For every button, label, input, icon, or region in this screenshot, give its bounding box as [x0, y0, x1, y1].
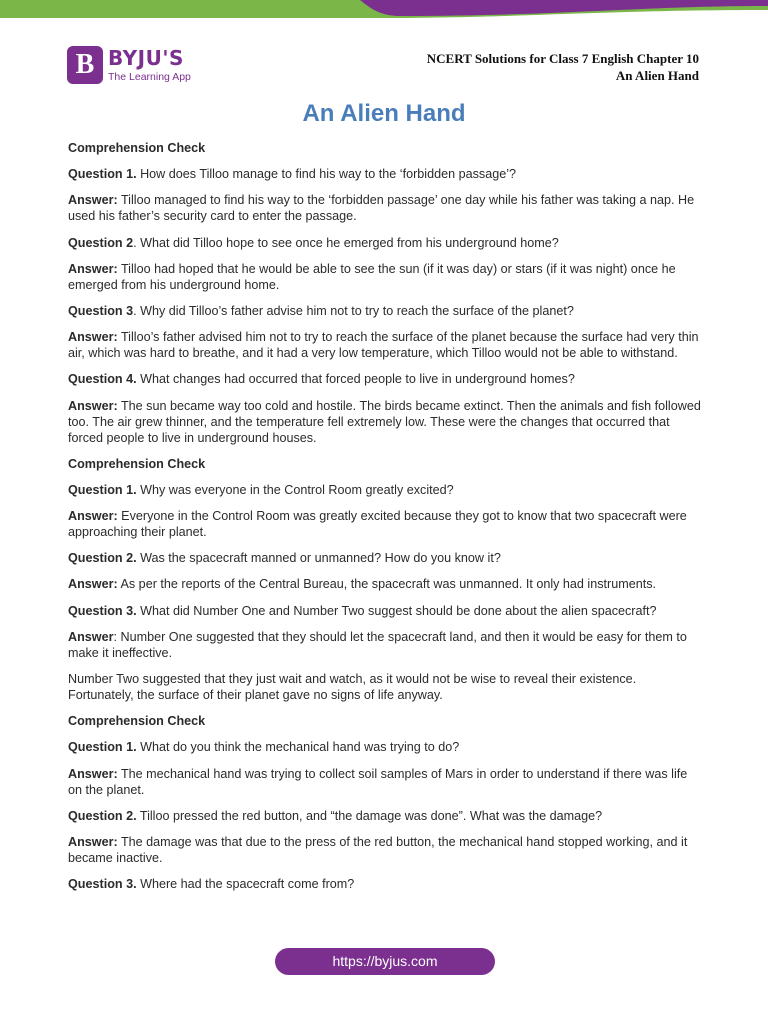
item-label: Question 4.	[68, 372, 137, 387]
header-line-2: An Alien Hand	[615, 68, 699, 83]
answer-paragraph	[68, 834, 702, 866]
item-text: Where had the spacecraft come from?	[136, 877, 355, 892]
logo-mark: B	[67, 46, 103, 84]
answer-paragraph	[68, 576, 702, 592]
item-label: Question 3	[68, 303, 134, 318]
item-text: Tilloo’s father advised him not to try to reach the surface of the planet because the surface had very thin air, which was hard to breathe, and it had a very low temperature, which Tilloo would not be able to withstand.	[68, 330, 699, 361]
item-label: Question 2.	[68, 808, 137, 823]
item-label: Question 1.	[68, 167, 137, 182]
item-label: Answer:	[68, 330, 118, 345]
item-text: As per the reports of the Central Bureau, the spacecraft was unmanned. It only had instruments.	[117, 577, 657, 592]
answer-paragraph	[68, 398, 702, 446]
section-heading: Comprehension Check	[68, 456, 206, 471]
item-text: . Why did Tilloo’s father advise him not to try to reach the surface of the planet?	[133, 303, 574, 318]
question-paragraph	[68, 303, 702, 319]
item-label: Answer:	[68, 398, 118, 413]
item-text: Tilloo pressed the red button, and “the damage was done”. What was the damage?	[136, 808, 603, 823]
logo-wordmark: BYJU'S	[108, 46, 184, 70]
item-label: Question 3.	[68, 877, 137, 892]
item-text: What do you think the mechanical hand was trying to do?	[136, 740, 460, 755]
item-text: Was the spacecraft manned or unmanned? How do you know it?	[136, 551, 501, 566]
header-line-1: NCERT Solutions for Class 7 English Chapter 10	[426, 51, 699, 66]
item-text: Number Two suggested that they just wait and watch, as it would not be wise to reveal their existence. Fortunately, the surface of their planet gave no signs of life anyway.	[68, 672, 637, 702]
item-text: What changes had occurred that forced people to live in underground homes?	[136, 372, 575, 387]
item-label: Answer:	[68, 577, 118, 592]
item-label: Answer:	[68, 193, 118, 208]
question-paragraph	[68, 603, 702, 619]
item-label: Answer:	[68, 834, 118, 849]
item-text: Why was everyone in the Control Room greatly excited?	[136, 482, 454, 497]
item-text: : Number One suggested that they should let the spacecraft land, and then it would be easy for them to make it ineffective.	[68, 629, 687, 660]
document-header	[427, 50, 699, 84]
item-label: Question 2	[68, 235, 134, 250]
item-text: How does Tilloo manage to find his way to the ‘forbidden passage’?	[136, 167, 517, 182]
question-paragraph	[68, 371, 702, 387]
question-paragraph	[68, 235, 702, 251]
item-label: Answer:	[68, 766, 118, 781]
question-paragraph	[68, 550, 702, 566]
item-label: Question 2.	[68, 551, 137, 566]
question-paragraph	[68, 876, 702, 892]
item-label: Question 1.	[68, 482, 137, 497]
answer-paragraph	[68, 629, 702, 661]
item-text: Tilloo managed to find his way to the ‘forbidden passage’ one day while his father was taking a nap. He used his father’s security card to enter the passage.	[68, 193, 695, 224]
answer-paragraph	[68, 192, 702, 224]
item-text: . What did Tilloo hope to see once he emerged from his underground home?	[133, 235, 559, 250]
item-text: Everyone in the Control Room was greatly excited because they got to know that two spacecraft were approaching their planet.	[68, 509, 687, 540]
top-decorative-band	[0, 0, 768, 22]
answer-paragraph	[68, 508, 702, 540]
item-text: The damage was that due to the press of the red button, the mechanical hand stopped working, and it became inactive.	[68, 834, 688, 865]
item-text: The mechanical hand was trying to collect soil samples of Mars in order to understand if there was life on the planet.	[68, 766, 688, 797]
item-text: What did Number One and Number Two suggest should be done about the alien spacecraft?	[136, 603, 657, 618]
item-label: Answer	[68, 629, 114, 644]
item-label: Answer:	[68, 261, 118, 276]
item-label: Question 3.	[68, 603, 137, 618]
page-title: An Alien Hand	[302, 100, 466, 127]
answer-paragraph	[68, 329, 702, 361]
item-label: Question 1.	[68, 740, 137, 755]
question-paragraph	[68, 482, 702, 498]
section-heading: Comprehension Check	[68, 714, 206, 729]
document-body	[68, 140, 702, 902]
question-paragraph	[68, 739, 702, 755]
answer-paragraph	[68, 261, 702, 293]
item-text: The sun became way too cold and hostile. The birds became extinct. Then the animals and fish followed too. The air grew thinner, and the temperature fell extremely low. These were the changes that occurred that forced people to live in underground houses.	[68, 398, 701, 445]
byjus-logo	[67, 46, 207, 86]
question-paragraph	[68, 808, 702, 824]
footer-url-link[interactable]: https://byjus.com	[275, 948, 495, 975]
item-label: Answer:	[68, 509, 118, 524]
answer-paragraph	[68, 766, 702, 798]
answer-paragraph	[68, 671, 702, 703]
question-paragraph	[68, 166, 702, 182]
item-text: Tilloo had hoped that he would be able to see the sun (if it was day) or stars (if it was night) once he emerged from his underground home.	[68, 261, 676, 292]
section-heading: Comprehension Check	[68, 141, 206, 155]
logo-tagline: The Learning App	[108, 71, 191, 83]
